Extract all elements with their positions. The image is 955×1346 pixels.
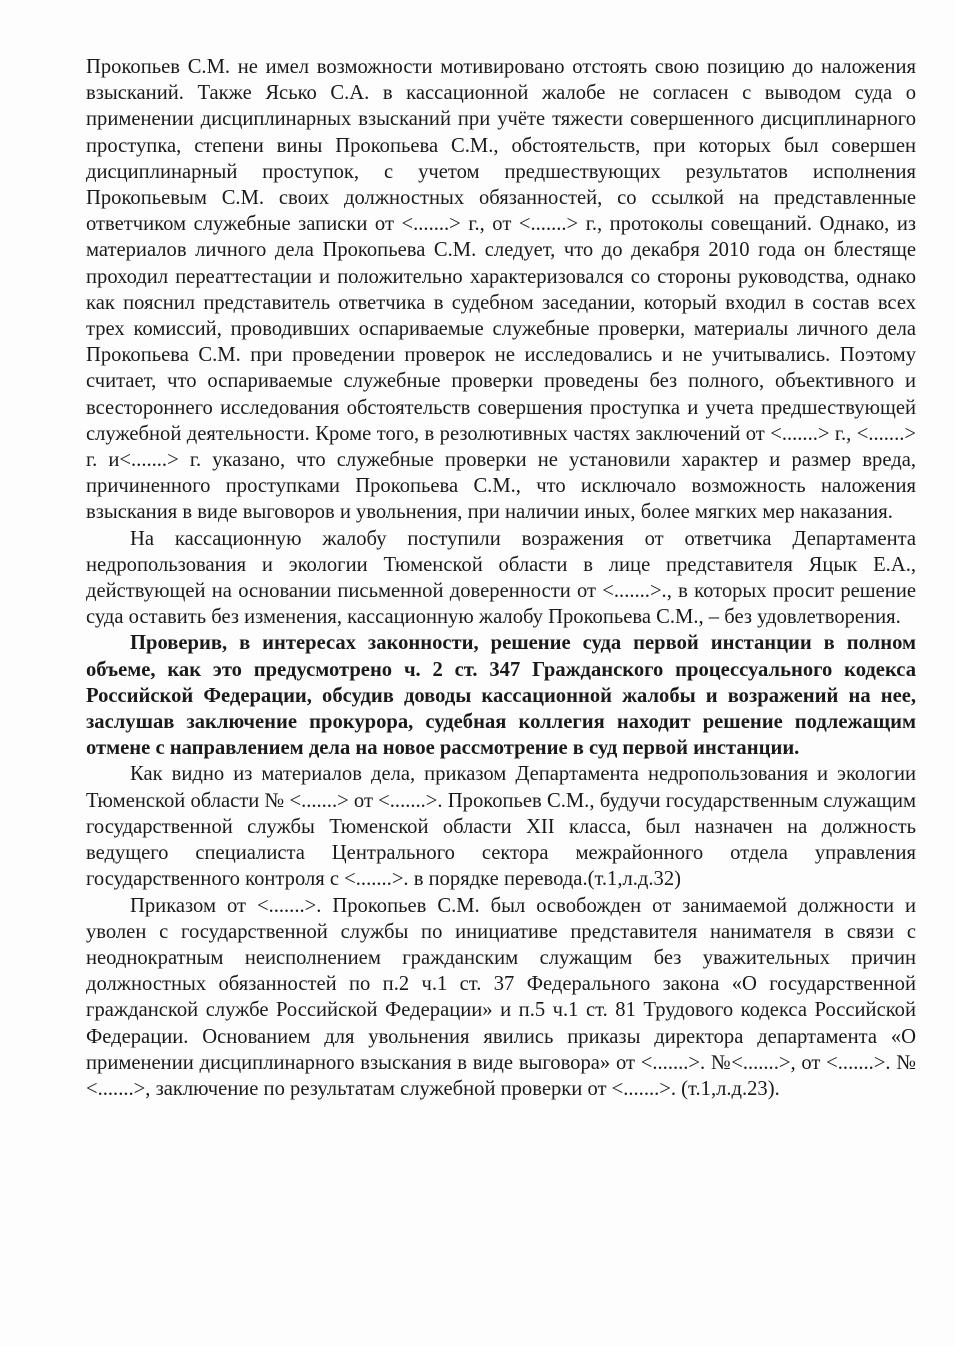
paragraph-court-finding: Проверив, в интересах законности, решение суда первой инстанции в полном объеме, как это предусмотрено ч. 2 ст. 347 Гражданского процессуального кодекса Российской Федерации, обсудив доводы кассационной жалобы и возражений на нее, заслушав заключение прокурора, судебная коллегия находит решение подлежащим отмене с направлением дела на новое рассмотрение в суд первой инстанции. xyxy=(86,632,916,760)
paragraph-cassation-arguments: Прокопьев С.М. не имел возможности мотивировано отстоять свою позицию до наложения взысканий. Также Ясько С.А. в кассационной жалобе не согласен с выводом суда о применении дисциплинарных взысканий при учёте тяжести совершенного дисциплинарного проступка, степени вины Прокопьева С.М., обстоятельств, при которых был совершен дисциплинарный проступок, с учетом предшествующих результатов исполнения Прокопьевым С.М. своих должностных обязанностей, со ссылкой на представленные ответчиком служебные записки от <.......> г., от <.......> г., протоколы совещаний. Однако, из материалов личного дела Прокопьева С.М. следует, что до декабря 2010 года он блестяще проходил переаттестации и положительно характеризовался со стороны руководства, однако как пояснил представитель ответчика в судебном заседании, который входил в состав всех трех комиссий, проводивших оспариваемые служебные проверки, материалы личного дела Прокопьева С.М. при проведении проверок не исследовались и не учитывались. Поэтому считает, что оспариваемые служебные проверки проведены без полного, объективного и всестороннего исследования обстоятельств совершения проступка и учета предшествующей служебной деятельности. Кроме того, в резолютивных частях заключений от <.......> г., <.......> г. и<.......> г. указано, что служебные проверки не установили характер и размер вреда, причиненного проступками Прокопьева С.М., что исключало возможность наложения взыскания в виде выговоров и увольнения, при наличии иных, более мягких мер наказания. xyxy=(86,56,916,524)
paragraph-appointment-order: Как видно из материалов дела, приказом Департамента недропользования и экологии Тюменской области № <.......> от <.......>. Прокопьев С.М., будучи государственным служащим государственной службы Тюменской области XII класса, был назначен на должность ведущего специалиста Центрального сектора межрайонного отдела управления государственного контроля с <.......>. в порядке перевода.(т.1,л.д.32) xyxy=(86,763,916,891)
document-page xyxy=(86,54,916,1102)
paragraph-dismissal-order: Приказом от <.......>. Прокопьев С.М. был освобожден от занимаемой должности и уволен с государственной службы по инициативе представителя нанимателя в связи с неоднократным неисполнением гражданским служащим без уважительных причин должностных обязанностей по п.2 ч.1 ст. 37 Федерального закона «О государственной гражданской службе Российской Федерации» и п.5 ч.1 ст. 81 Трудового кодекса Российской Федерации. Основанием для увольнения явились приказы директора департамента «О применении дисциплинарного взыскания в виде выговора» от <.......>. №<.......>, от <.......>. № <.......>, заключение по результатам служебной проверки от <.......>. (т.1,л.д.23). xyxy=(86,894,916,1100)
paragraph-objections: На кассационную жалобу поступили возражения от ответчика Департамента недропользования и экологии Тюменской области в лице представителя Яцык Е.А., действующей на основании письменной доверенности от <.......>., в которых просит решение суда оставить без изменения, кассационную жалобу Прокопьева С.М., – без удовлетворения. xyxy=(86,527,916,629)
